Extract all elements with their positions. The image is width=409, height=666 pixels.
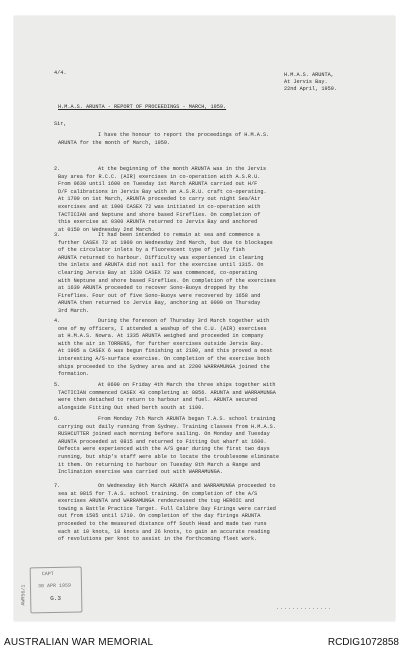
paragraph-number: 3. [54, 232, 61, 238]
text-line: proceeded to the measured distance off South Head and made two runs [58, 520, 267, 527]
text-line: with the air in TORRENS, for further exercises outside Jervis Bay. [58, 340, 264, 347]
report-date: 22nd April, 1959. [284, 86, 337, 92]
document-page [14, 16, 395, 621]
text-line: out from 1505 until 1710. On completion of the day firings ARUNTA [58, 513, 261, 520]
text-line: formation. [58, 371, 90, 378]
text-line: 3rd March. [58, 307, 90, 314]
text-line: interesting A/S-surface exercise. On completion of the exercise both [58, 355, 270, 362]
text-line: ARUNTA for the month of March, 1959. [58, 139, 171, 146]
text-line: TACTICIAN and Neptune and shore based Fireflies. On completion of [58, 211, 261, 218]
text-line: Bay area for R.C.C. (AIR) exercises in co-operation with A.S.R.U. [58, 173, 261, 180]
text-line: During the forenoon of Thursday 3rd March together with [98, 318, 270, 324]
text-line: it them. On returning to harbour on Tuesday 8th March a Range and [58, 461, 261, 468]
text-line: this exercise at 0300 ARUNTA returned to Jervis Bay and anchored [58, 219, 258, 226]
text-line: exercises ARUNTA and WARRAMUNGA rendezvoused the tug HEROIC and [58, 498, 255, 505]
paragraph-number: 4. [54, 318, 61, 324]
paragraph-number: 2. [54, 166, 61, 172]
text-line: with Neptune and shore based Fireflies. On completion of the exercises [58, 277, 276, 284]
text-line: Defects were experienced with the A/S gear during the first two days [58, 446, 270, 453]
text-line: of the circulator inlets by a fluorescent type of jelly fish [58, 247, 245, 254]
text-line: running, but ship's staff were able to locate the troublesome eliminate [58, 453, 280, 460]
text-line: each at 10 knots, 18 knots and 26 knots, to gain an accurate reading [58, 528, 270, 535]
text-line: one of my officers, I attended a washup of the C.U. (AIR) exercises [58, 325, 267, 332]
text-line: ships proceeded to the Sydney area and at 2200 WARRAMUNGA joined the [58, 363, 270, 370]
signature-line: .............. [276, 605, 333, 611]
text-line: were then detached to return to harbour and fuel. ARUNTA secured [58, 397, 258, 404]
stamp-date: 30 APR 1959 [37, 582, 72, 590]
text-line: ARUNTA proceeded at 0815 and returned to Fitting Out wharf at 1600. [58, 438, 267, 445]
text-line: ARUNTA then returned to Jervis Bay, anchoring at 0000 on Thursday [58, 300, 261, 307]
registry-stamp [20, 560, 85, 613]
footer-record-code: RCDIG1072858 [327, 637, 399, 648]
text-line: It had been intended to remain at sea and commence a [98, 232, 260, 238]
ship-name: H.M.A.S. ARUNTA, [284, 72, 334, 78]
text-line: of revolutions per knot to assist in the forthcoming fleet work. [58, 536, 258, 543]
report-title: H.M.A.S. ARUNTA - REPORT OF PROCEEDINGS - MARCH, 1959. [58, 104, 227, 110]
text-line: at H.M.A.S. Nowra. At 1335 ARUNTA weighed and proceeded in company [58, 333, 264, 340]
paragraph-number: 7. [54, 483, 61, 489]
text-line: exercises and at 1900 CASEX 72 was initiated in co-operation with [58, 203, 261, 210]
stamp-ref: AWM56/1 [20, 584, 27, 606]
text-line: From 0630 until 1600 on Tuesday 1st March ARUNTA carried out H/F [58, 181, 258, 188]
footer-institution: AUSTRALIAN WAR MEMORIAL [4, 637, 154, 648]
text-line: at 1630 ARUNTA proceeded to recover Sono-Buoys dropped by the [58, 285, 248, 292]
text-line: RUSHCUTTER joined each morning before sailing. On Monday and Tuesday [58, 431, 270, 438]
file-reference: 4/4. [54, 70, 67, 76]
text-line: sea at 0815 for T.A.S. school training. On completion of the A/S [58, 490, 258, 497]
paragraph-number: 5. [54, 382, 61, 388]
text-line: At 0600 on Friday 4th March the three ships together with [98, 382, 276, 388]
text-line: Fireflies. Four out of five Sono-Buoys were recovered by 1658 and [58, 292, 261, 299]
text-line: D/F calibrations in Jervis Bay with an A.S.R.U. craft co-operating. [58, 188, 267, 195]
text-line: I have the honour to report the proceedings of H.M.A.S. [98, 132, 270, 138]
text-line: ARUNTA returned to harbour. Difficulty was experienced in clearing [58, 254, 264, 261]
text-line: further CASEX 72 at 1900 on Wednesday 2nd March, but due to blockages [58, 239, 273, 246]
text-line: alongside Fitting Out shed berth south at 1100. [58, 404, 205, 411]
stamp-line2: CAPT [41, 570, 54, 578]
text-line: towing a Battle Practice Target. Full Calibre Day Firings were carried [58, 505, 276, 512]
text-line: From Monday 7th March ARUNTA began T.A.S. school training [98, 416, 276, 422]
text-line: Inclination exercise was carried out with WARRAMUNGA. [58, 469, 223, 476]
text-line: carrying out daily running from Sydney. Training classes from H.M.A.S. [58, 423, 276, 430]
stamp-frame [30, 566, 83, 613]
text-line: At the beginning of the month ARUNTA was in the Jervis [98, 166, 267, 172]
text-line: On Wednesday 9th March ARUNTA and WARRAMUNGA proceeded to [98, 483, 276, 489]
salutation: Sir, [54, 121, 67, 127]
location: At Jervis Bay. [284, 79, 328, 85]
stamp-mark: G.3 [50, 594, 62, 603]
text-line: At 1905 a CASEX 6 was begun finishing at 2100, and this proved a most [58, 348, 273, 355]
text-line: the inlets and ARUNTA did not sail for the exercise until 1315. On [58, 262, 264, 269]
text-line: TACTICIAN commenced CASEX 43 completing at 0856. ARUNTA and WARRAMUNGA [58, 389, 276, 396]
text-line: clearing Jervis Bay at 1330 CASEX 72 was commenced, co-operating [58, 269, 258, 276]
paragraph-number: 6. [54, 416, 61, 422]
text-line: At 1700 on 1st March, ARUNTA proceeded to carry out night Sea/Air [58, 196, 261, 203]
text-line: at 0150 on Wednesday 2nd March. [58, 226, 155, 233]
